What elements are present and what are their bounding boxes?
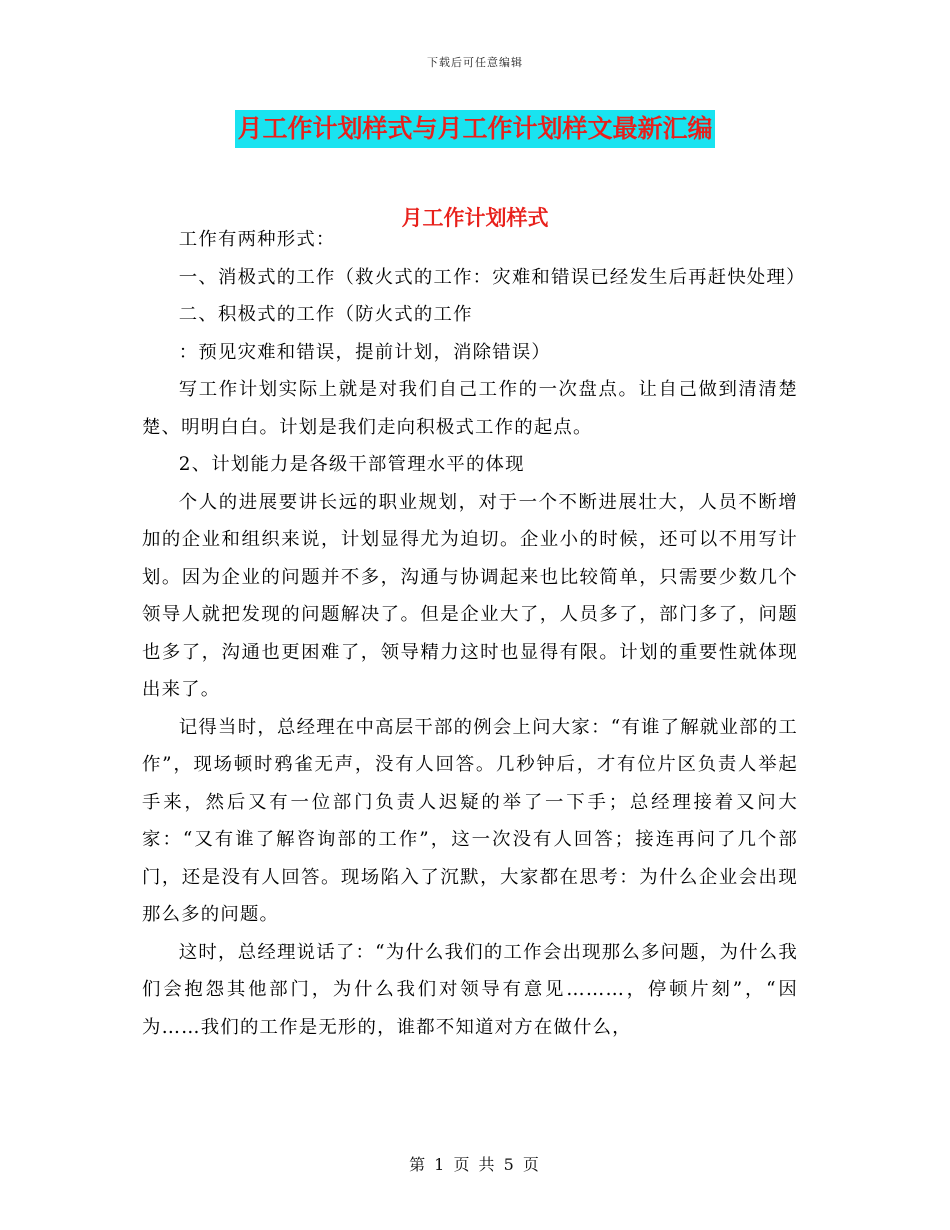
section-title: 月工作计划样式 — [401, 206, 549, 230]
document-title: 月工作计划样式与月工作计划样文最新汇编 — [235, 110, 714, 148]
paragraph: 写工作计划实际上就是对我们自己工作的一次盘点。让自己做到清清楚楚、明明白白。计划是我们走向积极式工作的起点。 — [142, 379, 798, 438]
paragraph: 二、积极式的工作（防火式的工作 — [178, 304, 473, 325]
paragraph: 一、消极式的工作（救火式的工作：灾难和错误已经发生后再赶快处理） — [178, 266, 806, 288]
paragraph: 2、计划能力是各级干部管理水平的体现 — [178, 454, 525, 475]
paragraph: 记得当时，总经理在中高层干部的例会上问大家：“有谁了解就业部的工作”，现场顿时鸦雀无声，没有人回答。几秒钟后，才有位片区负责人举起手来，然后又有一位部门负责人迟疑的举了一下手；总经理接着又问大家：“又有谁了解咨询部的工作”，这一次没有人回答；接连再问了几个部门，还是没有人回答。现场陷入了沉默，大家都在思考：为什么企业会出现那么多的问题。 — [142, 716, 798, 925]
paragraph: 工作有两种形式： — [178, 229, 336, 250]
paragraph: 这时，总经理说话了：“为什么我们的工作会出现那么多问题，为什么我们会抱怨其他部门，为什么我们对领导有意见………，停顿片刻”，“因为……我们的工作是无形的，谁都不知道对方在做什么， — [142, 941, 798, 1038]
page-header-note: 下载后可任意编辑 — [427, 56, 523, 69]
paragraph: 个人的进展要讲长远的职业规划，对于一个不断进展壮大，人员不断增加的企业和组织来说，计划显得尤为迫切。企业小的时候，还可以不用写计划。因为企业的问题并不多，沟通与协调起来也比较简单，只需要少数几个领导人就把发现的问题解决了。但是企业大了，人员多了，部门多了，问题也多了，沟通也更困难了，领导精力这时也显得有限。计划的重要性就体现出来了。 — [142, 491, 798, 700]
main-title-container — [0, 110, 950, 148]
document-body — [142, 221, 806, 1046]
page-footer: 第 1 页 共 5 页 — [409, 1155, 541, 1174]
paragraph: ：预见灾难和错误，提前计划，消除错误） — [178, 341, 552, 363]
